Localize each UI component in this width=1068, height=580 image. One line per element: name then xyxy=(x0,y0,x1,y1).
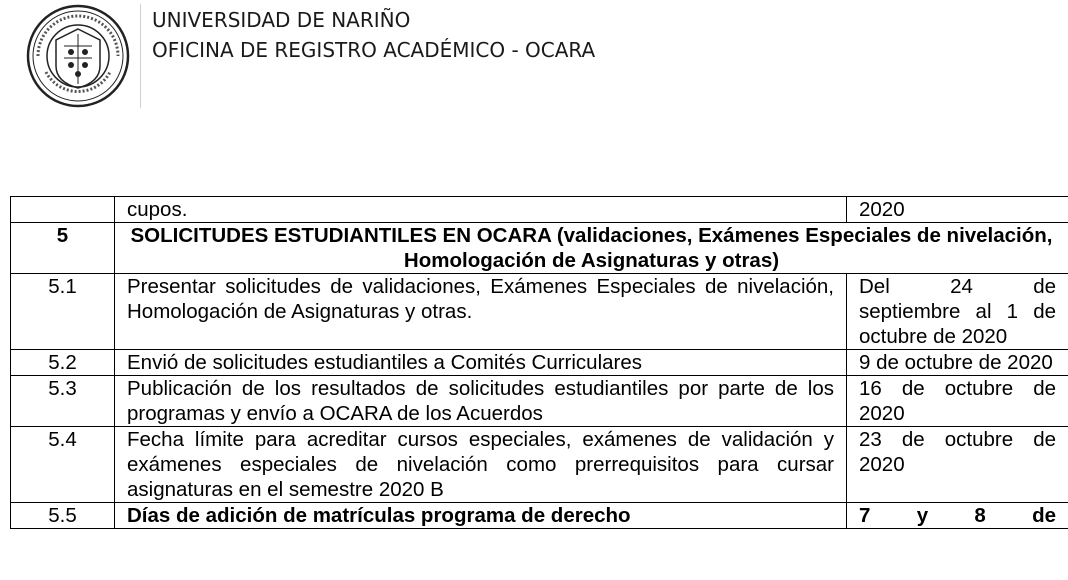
item-date: 9 de octubre de 2020 xyxy=(847,350,1068,376)
item-number xyxy=(11,197,115,223)
item-description: Publicación de los resultados de solicitudes estudiantiles por parte de los programas y envío a OCARA de los Acuerdos xyxy=(115,376,847,427)
table-row xyxy=(11,274,1068,350)
item-description: Envió de solicitudes estudiantiles a Comités Curriculares xyxy=(115,350,847,376)
letterhead xyxy=(152,5,595,65)
item-description: cupos. xyxy=(115,197,847,223)
item-date-line: 7 y 8 de xyxy=(859,504,1056,527)
item-description: Presentar solicitudes de validaciones, Exámenes Especiales de nivelación, Homologación de Asignaturas y otras. xyxy=(115,274,847,350)
item-date xyxy=(847,503,1068,529)
section-title: SOLICITUDES ESTUDIANTILES EN OCARA (validaciones, Exámenes Especiales de nivelación, Homologación de Asignaturas y otras) xyxy=(115,223,1068,274)
section-header-row xyxy=(11,223,1068,274)
section-number: 5 xyxy=(11,223,115,274)
item-date: 2020 xyxy=(847,197,1068,223)
office-name: OFICINA DE REGISTRO ACADÉMICO - OCARA xyxy=(152,38,596,62)
item-date-rest: septiembre al 1 de octubre de 2020 xyxy=(859,300,1056,348)
item-number: 5.3 xyxy=(11,376,115,427)
item-number: 5.2 xyxy=(11,350,115,376)
table-row xyxy=(11,376,1068,427)
item-number: 5.4 xyxy=(11,427,115,503)
header-divider xyxy=(140,4,141,108)
table-row xyxy=(11,503,1068,529)
item-date xyxy=(847,274,1068,350)
item-description: Días de adición de matrículas programa de derecho xyxy=(115,503,847,529)
item-date: 23 de octubre de 2020 xyxy=(847,427,1068,503)
item-date: 16 de octubre de 2020 xyxy=(847,376,1068,427)
table-row xyxy=(11,427,1068,503)
item-number: 5.5 xyxy=(11,503,115,529)
item-description: Fecha límite para acreditar cursos especiales, exámenes de validación y exámenes especiales de nivelación como prerrequisitos para cursar asignaturas en el semestre 2020 B xyxy=(115,427,847,503)
item-date-line: Del 24 de xyxy=(859,275,1056,298)
academic-calendar-table xyxy=(10,196,1068,529)
table-row xyxy=(11,350,1068,376)
university-name: UNIVERSIDAD DE NARIÑO xyxy=(152,8,411,32)
university-seal-icon xyxy=(24,2,132,110)
item-number: 5.1 xyxy=(11,274,115,350)
table-row xyxy=(11,197,1068,223)
